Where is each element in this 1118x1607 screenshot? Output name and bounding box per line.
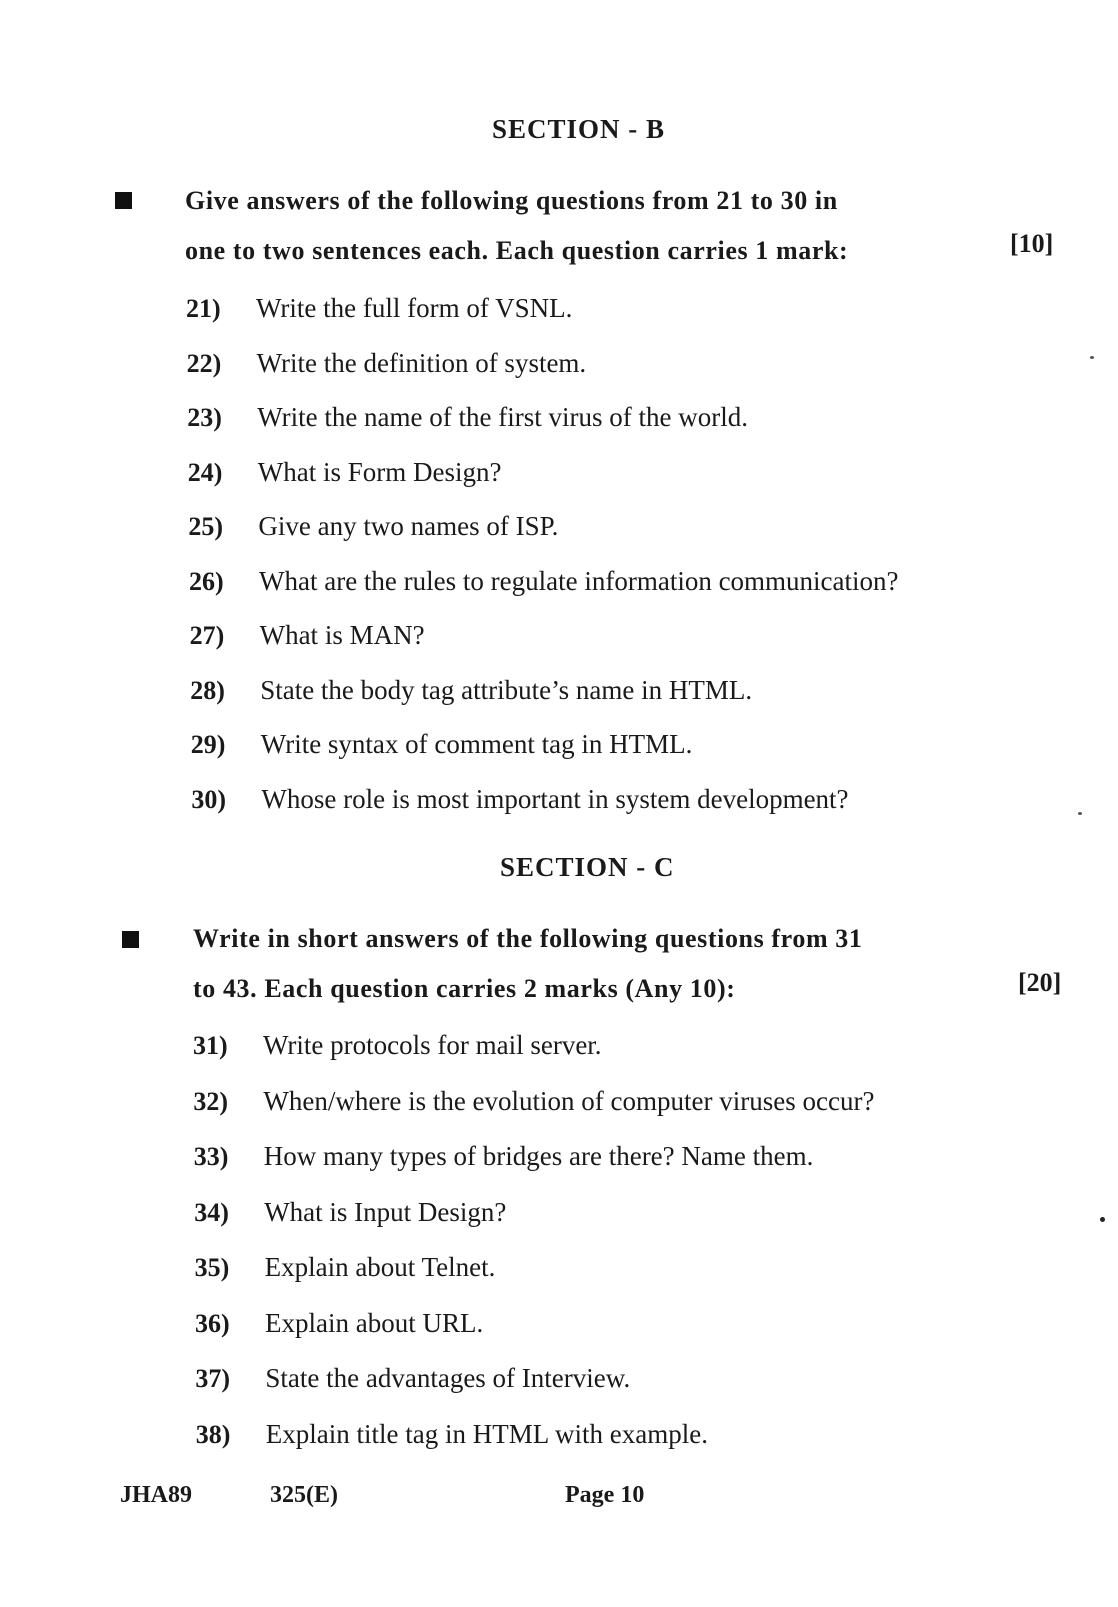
section-b-bullet-icon xyxy=(115,192,132,209)
question-number: 36) xyxy=(195,1308,230,1338)
section-b-instruction-line2: one to two sentences each. Each question carries 1 mark: xyxy=(185,236,849,265)
question-number: 35) xyxy=(194,1253,230,1282)
question-number: 33) xyxy=(193,1142,229,1171)
question-number: 38) xyxy=(195,1419,231,1449)
section-c-instruction-line2: to 43. Each question carries 2 marks (Any 10): xyxy=(193,974,736,1003)
question-text: Whose role is most important in system development? xyxy=(261,783,849,814)
question-text: Write syntax of comment tag in HTML. xyxy=(260,729,693,759)
scan-speck xyxy=(1090,356,1094,359)
question-number: 34) xyxy=(194,1197,229,1227)
question-item xyxy=(186,293,572,324)
question-item xyxy=(193,1030,602,1061)
question-item xyxy=(188,457,502,488)
scan-speck xyxy=(1078,812,1082,815)
footer-code: JHA89 xyxy=(120,1482,192,1508)
section-b-instruction-line1: Give answers of the following questions from 21 to 30 in xyxy=(185,186,838,215)
question-text: State the advantages of Interview. xyxy=(265,1363,631,1393)
question-text: Write the name of the first virus of the world. xyxy=(257,402,748,432)
question-item xyxy=(195,1363,630,1394)
scan-speck xyxy=(1100,1217,1105,1222)
question-item xyxy=(194,1197,506,1228)
question-text: Give any two names of ISP. xyxy=(258,511,559,541)
question-number: 25) xyxy=(188,512,224,541)
question-text: How many types of bridges are there? Name them. xyxy=(263,1141,814,1171)
question-item xyxy=(190,620,425,651)
section-c-heading: SECTION - C xyxy=(500,852,675,882)
question-text: What is MAN? xyxy=(259,620,425,650)
question-item xyxy=(191,729,693,760)
section-c-instruction xyxy=(193,914,863,1014)
question-text: State the body tag attribute’s name in HTML. xyxy=(260,674,753,705)
question-text: What is Form Design? xyxy=(257,456,502,487)
question-text: Explain about URL. xyxy=(265,1307,484,1338)
question-text: Write protocols for mail server. xyxy=(263,1030,602,1060)
section-c-bullet-icon xyxy=(122,931,139,948)
question-text: Write the definition of system. xyxy=(256,347,587,378)
footer-page-number: Page 10 xyxy=(565,1482,645,1508)
question-number: 31) xyxy=(193,1031,228,1060)
question-item xyxy=(196,1419,708,1450)
question-text: Explain about Telnet. xyxy=(264,1252,496,1282)
question-item xyxy=(195,1252,496,1283)
question-number: 21) xyxy=(186,294,221,323)
question-number: 23) xyxy=(187,403,222,432)
question-item xyxy=(189,566,899,597)
section-b-heading: SECTION - B xyxy=(492,114,666,144)
question-item xyxy=(195,1308,483,1339)
section-b-marks: [10] xyxy=(1010,229,1054,258)
question-text: Explain title tag in HTML with example. xyxy=(265,1418,708,1449)
question-text: What is Input Design? xyxy=(264,1196,507,1227)
question-item xyxy=(187,348,587,379)
question-number: 32) xyxy=(193,1086,229,1116)
question-item xyxy=(193,1086,874,1117)
question-text: Write the full form of VSNL. xyxy=(256,293,573,323)
question-number: 37) xyxy=(195,1364,231,1393)
question-item xyxy=(194,1141,814,1172)
question-number: 29) xyxy=(190,730,226,759)
question-number: 27) xyxy=(189,621,225,650)
question-text: When/where is the evolution of computer viruses occur? xyxy=(263,1085,875,1116)
section-c-marks: [20] xyxy=(1018,968,1062,997)
section-c-instruction-line1: Write in short answers of the following questions from 31 xyxy=(193,924,863,953)
question-number: 26) xyxy=(189,566,224,596)
question-number: 30) xyxy=(191,784,227,814)
question-item xyxy=(188,511,558,542)
question-number: 28) xyxy=(190,675,225,705)
question-item xyxy=(191,784,848,815)
footer-paper: 325(E) xyxy=(270,1482,338,1508)
question-item xyxy=(187,402,748,433)
question-item xyxy=(190,675,752,706)
question-number: 24) xyxy=(187,457,223,487)
question-number: 22) xyxy=(186,348,222,378)
question-text: What are the rules to regulate information communication? xyxy=(259,565,899,596)
section-b-instruction xyxy=(185,176,848,276)
